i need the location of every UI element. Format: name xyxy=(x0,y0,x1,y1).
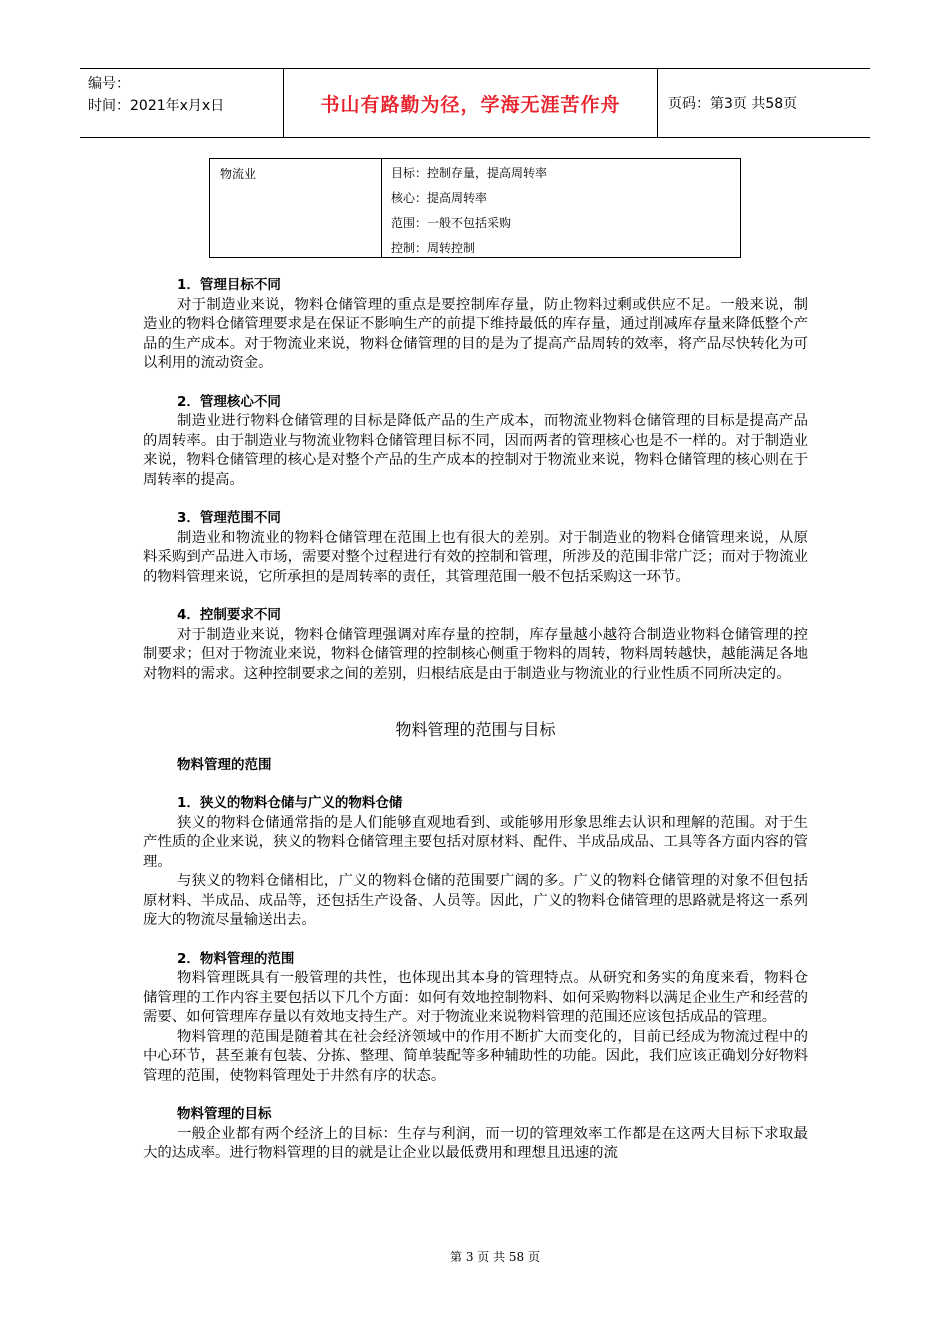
subheading-goal: 物料管理的目标 xyxy=(177,1106,272,1122)
section-title: 1．狭义的物料仓储与广义的物料仓储 xyxy=(177,795,403,811)
paragraph: 一般企业都有两个经济上的目标：生存与利润，而一切的管理效率工作都是在这两大目标下求取最大的达成率。进行物料管理的目的就是让企业以最低费用和理想且迅速的流 xyxy=(143,1125,808,1161)
page-footer: 第 3 页 共 58 页 xyxy=(450,1250,540,1264)
paragraph: 对于制造业来说，物料仓储管理强调对库存量的控制，库存量越小越符合制造业物料仓储管理的控制要求；但对于物流业来说，物料仓储管理的控制核心侧重于物料的周转，物料周转越快，越能满足各地对物料的需求。这种控制要求之间的差别，归根结底是由于制造业与物流业的行业性质不同所决定的。 xyxy=(143,626,808,682)
table-details xyxy=(382,159,740,257)
document-body xyxy=(143,276,808,1164)
section-title: 2．物料管理的范围 xyxy=(177,950,295,967)
section-title: 1．管理目标不同 xyxy=(177,277,281,293)
table-row: 控制：周转控制 xyxy=(391,241,476,255)
table-row: 目标：控制存量，提高周转率 xyxy=(391,166,548,180)
table-row: 核心：提高周转率 xyxy=(391,191,488,205)
page-header xyxy=(80,68,870,138)
section-title: 2．管理核心不同 xyxy=(177,393,281,410)
section-title: 4．控制要求不同 xyxy=(177,607,281,623)
section-title: 3．管理范围不同 xyxy=(177,510,281,526)
paragraph: 与狭义的物料仓储相比，广义的物料仓储的范围要广阔的多。广义的物料仓储管理的对象不但包括原材料、半成品、成品等，还包括生产设备、人员等。因此，广义的物料仓储管理的思路就是将这一系列庞大的物流尽量输送出去。 xyxy=(143,873,808,928)
header-page-number: 页码：第3页 共58页 xyxy=(668,96,798,112)
table-row: 范围：一般不包括采购 xyxy=(391,216,512,230)
subheading-scope: 物料管理的范围 xyxy=(177,756,272,773)
paragraph: 物料管理既具有一般管理的共性，也体现出其本身的管理特点。从研究和务实的角度来看，物料仓储管理的工作内容主要包括以下几个方面：如何有效地控制物料、如何采购物料以满足企业生产和经营的需要、如何管理库存量以有效地支持生产。对于物流业来说物料管理的范围还应该包括成品的管理。 xyxy=(143,970,808,1025)
paragraph: 狭义的物料仓储通常指的是人们能够直观地看到、或能够用形象思维去认识和理解的范围。对于生产性质的企业来说，狭义的物料仓储管理主要包括对原材料、配件、半成品成品、工具等各方面内容的管理。 xyxy=(143,814,808,870)
paragraph: 制造业和物流业的物料仓储管理在范围上也有很大的差别。对于制造业的物料仓储管理来说，从原料采购到产品进入市场，需要对整个过程进行有效的控制和管理，所涉及的范围非常广泛；而对于物流业的物料管理来说，它所承担的是周转率的责任，其管理范围一般不包括采购这一环节。 xyxy=(143,529,808,585)
header-meta xyxy=(80,69,284,137)
paragraph: 制造业进行物料仓储管理的目标是降低产品的生产成本，而物流业物料仓储管理的目标是提高产品的周转率。由于制造业与物流业物料仓储管理目标不同，因而两者的管理核心也是不一样的。对于制造业来说，物料仓储管理的核心是对整个产品的生产成本的控制对于物流业来说，物料仓储管理的核心则在于周转率的提高。 xyxy=(143,413,808,488)
paragraph: 物料管理的范围是随着其在社会经济领域中的作用不断扩大而变化的，目前已经成为物流过程中的中心环节，甚至兼有包装、分拣、整理、简单装配等多种辅助性的功能。因此，我们应该正确划分好物料管理的范围，使物料管理处于井然有序的状态。 xyxy=(143,1028,808,1084)
header-slogan: 书山有路勤为径，学海无涯苦作舟 xyxy=(284,69,658,137)
main-heading: 物料管理的范围与目标 xyxy=(395,720,556,739)
doc-number-label: 编号： xyxy=(88,76,130,92)
table-category: 物流业 xyxy=(210,159,382,257)
logistics-table xyxy=(209,158,741,258)
paragraph: 对于制造业来说，物料仓储管理的重点是要控制库存量，防止物料过剩或供应不足。一般来说，制造业的物料仓储管理要求是在保证不影响生产的前提下维持最低的库存量，通过削减库存量来降低整个产品的生产成本。对于物流业来说，物料仓储管理的目的是为了提高产品周转的效率，将产品尽快转化为可以利用的流动资金。 xyxy=(143,296,808,371)
date-label: 时间：2021年x月x日 xyxy=(88,98,225,114)
